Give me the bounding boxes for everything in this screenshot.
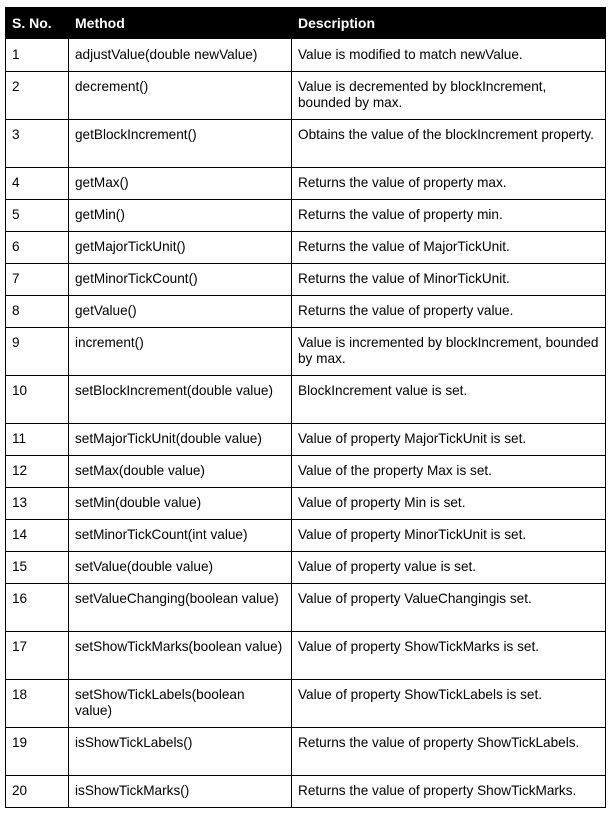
row-method: setShowTickLabels(boolean value) — [69, 680, 292, 728]
row-method: isShowTickMarks() — [69, 776, 292, 808]
row-method: getMinorTickCount() — [69, 264, 292, 296]
row-description: Value of property ShowTickLabels is set. — [292, 680, 606, 728]
table-row — [6, 520, 606, 552]
row-number: 15 — [6, 552, 69, 584]
row-number: 7 — [6, 264, 69, 296]
row-method: getMajorTickUnit() — [69, 232, 292, 264]
row-number: 20 — [6, 776, 69, 808]
row-method: adjustValue(double newValue) — [69, 39, 292, 72]
table-row — [6, 632, 606, 680]
table-row — [6, 584, 606, 632]
row-method: setShowTickMarks(boolean value) — [69, 632, 292, 680]
row-number: 6 — [6, 232, 69, 264]
table-row — [6, 120, 606, 168]
header-description: Description — [292, 8, 606, 39]
table-row — [6, 296, 606, 328]
row-method: getValue() — [69, 296, 292, 328]
row-number: 3 — [6, 120, 69, 168]
row-number: 11 — [6, 424, 69, 456]
row-description: Value is modified to match newValue. — [292, 39, 606, 72]
row-number: 17 — [6, 632, 69, 680]
row-number: 2 — [6, 72, 69, 120]
row-number: 18 — [6, 680, 69, 728]
row-description: Returns the value of property min. — [292, 200, 606, 232]
row-description: Value of property MinorTickUnit is set. — [292, 520, 606, 552]
row-description: Value of property ValueChangingis set. — [292, 584, 606, 632]
table-row — [6, 168, 606, 200]
row-method: getMax() — [69, 168, 292, 200]
row-method: isShowTickLabels() — [69, 728, 292, 776]
table-row — [6, 424, 606, 456]
table-row — [6, 72, 606, 120]
row-description: Returns the value of MinorTickUnit. — [292, 264, 606, 296]
row-number: 9 — [6, 328, 69, 376]
row-number: 10 — [6, 376, 69, 424]
table-row — [6, 776, 606, 808]
table-row — [6, 680, 606, 728]
row-number: 19 — [6, 728, 69, 776]
row-description: Value of property ShowTickMarks is set. — [292, 632, 606, 680]
row-description: Returns the value of MajorTickUnit. — [292, 232, 606, 264]
row-method: setValue(double value) — [69, 552, 292, 584]
row-method: getBlockIncrement() — [69, 120, 292, 168]
table-row — [6, 264, 606, 296]
row-number: 12 — [6, 456, 69, 488]
row-description: Obtains the value of the blockIncrement property. — [292, 120, 606, 168]
row-method: setMinorTickCount(int value) — [69, 520, 292, 552]
row-description: Value of property Min is set. — [292, 488, 606, 520]
table-row — [6, 39, 606, 72]
row-number: 16 — [6, 584, 69, 632]
table-row — [6, 488, 606, 520]
row-method: setMin(double value) — [69, 488, 292, 520]
row-description: Returns the value of property value. — [292, 296, 606, 328]
table-row — [6, 200, 606, 232]
table-row — [6, 328, 606, 376]
row-description: Value of the property Max is set. — [292, 456, 606, 488]
row-method: setMajorTickUnit(double value) — [69, 424, 292, 456]
row-description: Returns the value of property ShowTickMarks. — [292, 776, 606, 808]
row-description: Value of property MajorTickUnit is set. — [292, 424, 606, 456]
row-number: 5 — [6, 200, 69, 232]
row-method: increment() — [69, 328, 292, 376]
row-number: 14 — [6, 520, 69, 552]
row-number: 1 — [6, 39, 69, 72]
row-description: Returns the value of property ShowTickLabels. — [292, 728, 606, 776]
row-method: setValueChanging(boolean value) — [69, 584, 292, 632]
row-number: 4 — [6, 168, 69, 200]
row-number: 8 — [6, 296, 69, 328]
header-sno: S. No. — [6, 8, 69, 39]
row-description: Returns the value of property max. — [292, 168, 606, 200]
row-number: 13 — [6, 488, 69, 520]
row-description: BlockIncrement value is set. — [292, 376, 606, 424]
row-method: setBlockIncrement(double value) — [69, 376, 292, 424]
row-description: Value of property value is set. — [292, 552, 606, 584]
row-method: getMin() — [69, 200, 292, 232]
table-row — [6, 232, 606, 264]
row-method: decrement() — [69, 72, 292, 120]
row-method: setMax(double value) — [69, 456, 292, 488]
table-row — [6, 376, 606, 424]
row-description: Value is decremented by blockIncrement, bounded by max. — [292, 72, 606, 120]
methods-table — [5, 7, 606, 808]
table-row — [6, 728, 606, 776]
header-row — [6, 8, 606, 39]
table-row — [6, 552, 606, 584]
header-method: Method — [69, 8, 292, 39]
table-row — [6, 456, 606, 488]
row-description: Value is incremented by blockIncrement, bounded by max. — [292, 328, 606, 376]
